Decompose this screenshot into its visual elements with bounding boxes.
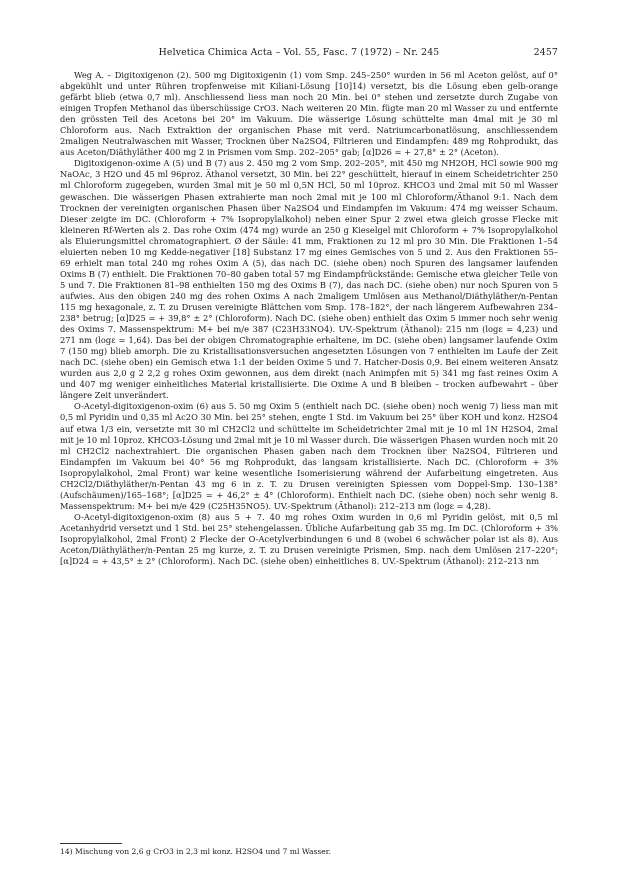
- paragraph-oximes: Digitoxigenon-oxime A (5) und B (7) aus 2. 450 mg 2 vom Smp. 202–205°, mit 450 mg NH2OH, HCl sowie 900 mg NaOAc, 3 H2O und 45 ml 96proz. Äthanol versetzt, 30 Min. bei 22° geschüttelt, hierauf in einem Scheidetrichter 250 ml Chloroform zugegeben, wurden 3mal mit je 50 ml 0,5N HCl, 50 ml 10proz. KHCO3 und 2mal mit 50 ml Wasser gewaschen. Die wässerigen Phasen extrahierte man noch 2mal mit je 100 ml Chloroform/Äthanol 9:1. Nach dem Trocknen der vereinigten organischen Phasen über Na2SO4 und Eindampfen im Vakuum: 474 mg weisser Schaum. Dieser zeigte im DC. (Chloroform + 7% Isopropylalkohol) neben einer Spur 2 zwei etwa gleich grosse Flecke mit kleineren Rf-Werten als 2. Das rohe Oxim (474 mg) wurde an 250 g Kieselgel mit Chloroform + 7% Isopropylalkohol als Eluierungsmittel chromatographiert. Ø der Säule: 41 mm, Fraktionen zu 12 ml pro 30 Min. Die Fraktionen 1–54 eluierten neben 10 mg Kedde-negativer [18] Substanz 17 mg eines Gemisches von 5 und 2. Aus den Fraktionen 55–69 erhielt man total 240 mg rohes Oxim A (5), das nach DC. (siehe oben) noch Spuren des langsamer laufenden Oxims B (7) enthielt. Die Fraktionen 70–80 gaben total 57 mg Eindampfrückstände: Gemische etwa gleicher Teile von 5 und 7. Die Fraktionen 81–98 enthielten 150 mg des Oxims B (7), das nach DC. (siehe oben) nur noch Spuren von 5 aufwies. Aus den obigen 240 mg des rohen Oxims A nach 2maligem Umlösen aus Methanol/Diäthyläther/n-Pentan 115 mg hexagonale, z. T. zu Drusen vereinigte Blättchen vom Smp. 178–182°, der nach längerem Aufbewahren 234–238° betrug; [α]D25 = + 39,8° ± 2° (Chloroform). Nach DC. (siehe oben) enthielt das Oxim 5 immer noch sehr wenig des Oxims 7. Massenspektrum: M+ bei m/e 387 (C23H33NO4). UV.-Spektrum (Äthanol): 215 nm (logε = 4,23) und 271 nm (logε = 1,64). Das bei der obigen Chromatographie erhaltene, im DC. (siehe oben) langsamer laufende Oxim 7 (150 mg) blieb amorph. Die zu Kristallisationsversuchen angesetzten Lösungen von 7 enthielten im Laufe der Zeit nach DC. (siehe oben) ein Gemisch etwa 1:1 der beiden Oxime 5 und 7. Hatcher-Dosis 0,9. Bei einem weiteren Ansatz wurden aus 2,0 g 2 2,2 g rohes Oxim gewonnen, aus dem direkt (nach Animpfen mit 5) 341 mg fast reines Oxim A und 407 mg weniger einheitliches Material kristallisierte. Die Oxime A und B bleiben – trocken aufbewahrt – über längere Zeit unverändert.: [60, 158, 558, 401]
- page-header: [60, 47, 558, 58]
- paragraph-acetyl-oxim-8: O-Acetyl-digitoxigenon-oxim (8) aus 5 + 7. 40 mg rohes Oxim wurden in 0,6 ml Pyridin gelöst, mit 0,5 ml Acetanhydrid versetzt und 1 Std. bei 25° stehengelassen. Übliche Aufarbeitung gab 35 mg. Im DC. (Chloroform + 3% Isopropylalkohol, 2mal Front) 2 Flecke der O-Acetylverbindungen 6 und 8 (wobei 6 schwächer polar ist als 8). Aus Aceton/Diäthyläther/n-Pentan 25 mg kurze, z. T. zu Drusen vereinigte Prismen, Smp. nach dem Umlösen 217–220°; [α]D24 = + 43,5° ± 2° (Chloroform). Nach DC. (siehe oben) einheitliches 8. UV.-Spektrum (Äthanol): 212–213 nm: [60, 511, 558, 567]
- footnote: 14) Mischung von 2,6 g CrO3 in 2,3 ml konz. H2SO4 und 7 ml Wasser.: [60, 847, 331, 856]
- paragraph-weg-a: Weg A. – Digitoxigenon (2). 500 mg Digitoxigenin (1) vom Smp. 245–250° wurden in 56 ml Aceton gelöst, auf 0° abgekühlt und unter Rühren tropfenweise mit Kiliani-Lösung [10]14) versetzt, bis die Lösung eben gelb-orange gefärbt blieb (etwa 0,7 ml). Anschliessend liess man noch 20 Min. bei 0° stehen und zersetzte durch Zugabe von einigen Tropfen Methanol das überschüssige CrO3. Nach weiteren 20 Min. fügte man 20 ml Wasser zu und entfernte den grössten Teil des Acetons bei 20° im Vakuum. Die wässerige Lösung schüttelte man 4mal mit je 30 ml Chloroform aus. Nach Extraktion der organischen Phase mit verd. Natriumcarbonatlösung, anschliessendem 2maligen Neutralwaschen mit Wasser, Trocknen über Na2SO4, Filtrieren und Eindampfen: 489 mg Rohprodukt, das aus Aceton/Diäthyläther 400 mg 2 in Prismen vom Smp. 202–205° gab; [α]D26 = + 27,8° ± 2° (Aceton).: [60, 70, 558, 158]
- running-title: Helvetica Chimica Acta – Vol. 55, Fasc. 7 (1972) – Nr. 245: [158, 47, 440, 58]
- paragraph-acetyl-oxim-6: O-Acetyl-digitoxigenon-oxim (6) aus 5. 50 mg Oxim 5 (enthielt nach DC. (siehe oben) noch wenig 7) liess man mit 0,5 ml Pyridin und 0,35 ml Ac2O 30 Min. bei 25° stehen, engte 1 Std. im Vakuum bei 25° über KOH und konz. H2SO4 auf etwa 1/3 ein, versetzte mit 30 ml CH2Cl2 und schüttelte im Scheidetrichter 2mal mit je 10 ml 1N H2SO4, 2mal mit je 10 ml 10proz. KHCO3-Lösung und 2mal mit je 10 ml Wasser durch. Die wässerigen Phasen wurden noch mit 20 ml CH2Cl2 nachextrahiert. Die organischen Phasen gaben nach dem Trocknen über Na2SO4, Filtrieren und Eindampfen im Vakuum bei 40° 56 mg Rohprodukt, das langsam kristallisierte. Nach DC. (Chloroform + 3% Isopropylalkohol, 2mal Front) war keine wesentliche Isomerisierung während der Aufarbeitung eingetreten. Aus CH2Cl2/Diäthyläther/n-Pentan 43 mg 6 in z. T. zu Drusen vereinigten Spiessen vom Doppel-Smp. 130–138° (Aufschäumen)/165–168°; [α]D25 = + 46,2° ± 4° (Chloroform). Enthielt nach DC. (siehe oben) noch sehr wenig 8. Massenspektrum: M+ bei m/e 429 (C25H35NO5). UV.-Spektrum (Äthanol): 212–213 nm (logε = 4,28).: [60, 401, 558, 511]
- article-body: [60, 70, 558, 567]
- page-number: 2457: [533, 47, 558, 58]
- footnote-divider: [60, 843, 122, 844]
